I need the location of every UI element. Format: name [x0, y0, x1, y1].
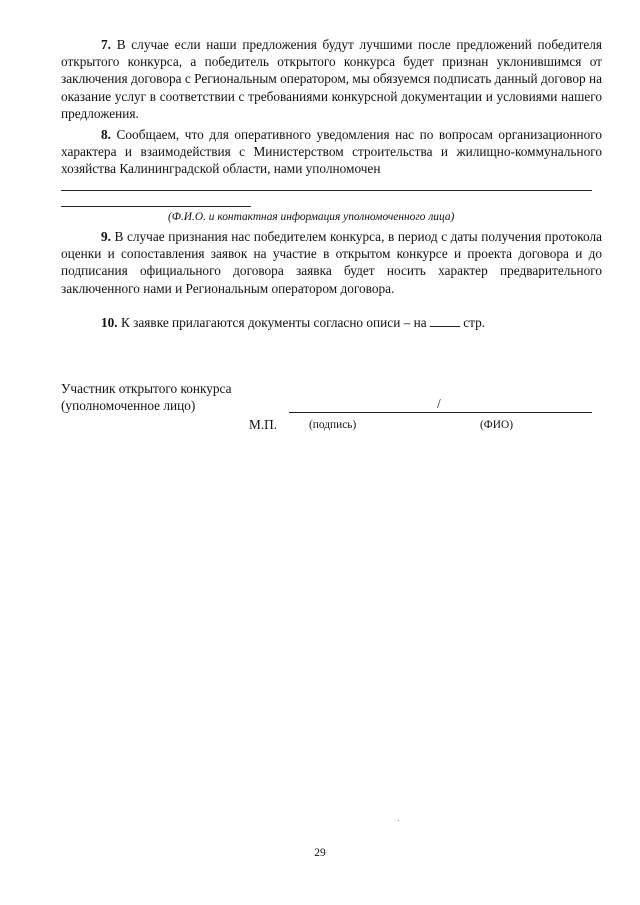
paragraph-8 — [61, 126, 602, 178]
paragraph-10-text-after: стр. — [459, 315, 486, 330]
paragraph-10-text: К заявке прилагаются документы согласно описи – на — [117, 315, 430, 330]
contact-caption: (Ф.И.О. и контактная информация уполномоченного лица) — [168, 211, 455, 223]
contact-fill-line-short — [61, 206, 251, 207]
paragraph-10-number: 10. — [101, 315, 118, 330]
paragraph-7 — [61, 36, 602, 122]
sign-caption: (подпись) — [309, 419, 357, 431]
page-count-blank — [430, 315, 460, 327]
paragraph-9-text: В случае признания нас победителем конкурса, в период с даты получения протокола оценки и сопоставления заявок на участие в открытом конкурсе и проекта договора и до подписания официального договора заявка будет носить характер предварительного заключенного нами и Региональным оператором договора. — [61, 229, 602, 296]
paragraph-9 — [61, 228, 602, 297]
contact-fill-line — [61, 190, 592, 191]
paragraph-8-number: 8. — [101, 127, 111, 142]
signature-separator: / — [437, 396, 441, 411]
scan-speck — [398, 820, 399, 821]
paragraph-7-number: 7. — [101, 37, 111, 52]
name-caption: (ФИО) — [480, 419, 514, 431]
signature-authorized-label: (уполномоченное лицо) — [61, 398, 196, 413]
paragraph-7-text: В случае если наши предложения будут лучшими после предложений победителя открытого конкурса, а победитель открытого конкурса будет признан уклонившимся от заключения договора с Региональным оператором, мы обязуемся подписать данный договор на оказание услуг в соответствии с требованиями конкурсной документации и условиями нашего предложения. — [61, 37, 602, 121]
signature-line — [289, 412, 592, 413]
paragraph-9-number: 9. — [101, 229, 111, 244]
paragraph-10 — [61, 314, 602, 331]
paragraph-8-text: Сообщаем, что для оперативного уведомления нас по вопросам организационного характера и взаимодействия с Министерством строительства и жилищно-коммунального хозяйства Калининградской области, нами уполномочен — [61, 127, 602, 177]
signature-participant-label: Участник открытого конкурса — [61, 381, 232, 396]
stamp-label: М.П. — [249, 417, 278, 432]
page-number: 29 — [314, 847, 326, 859]
